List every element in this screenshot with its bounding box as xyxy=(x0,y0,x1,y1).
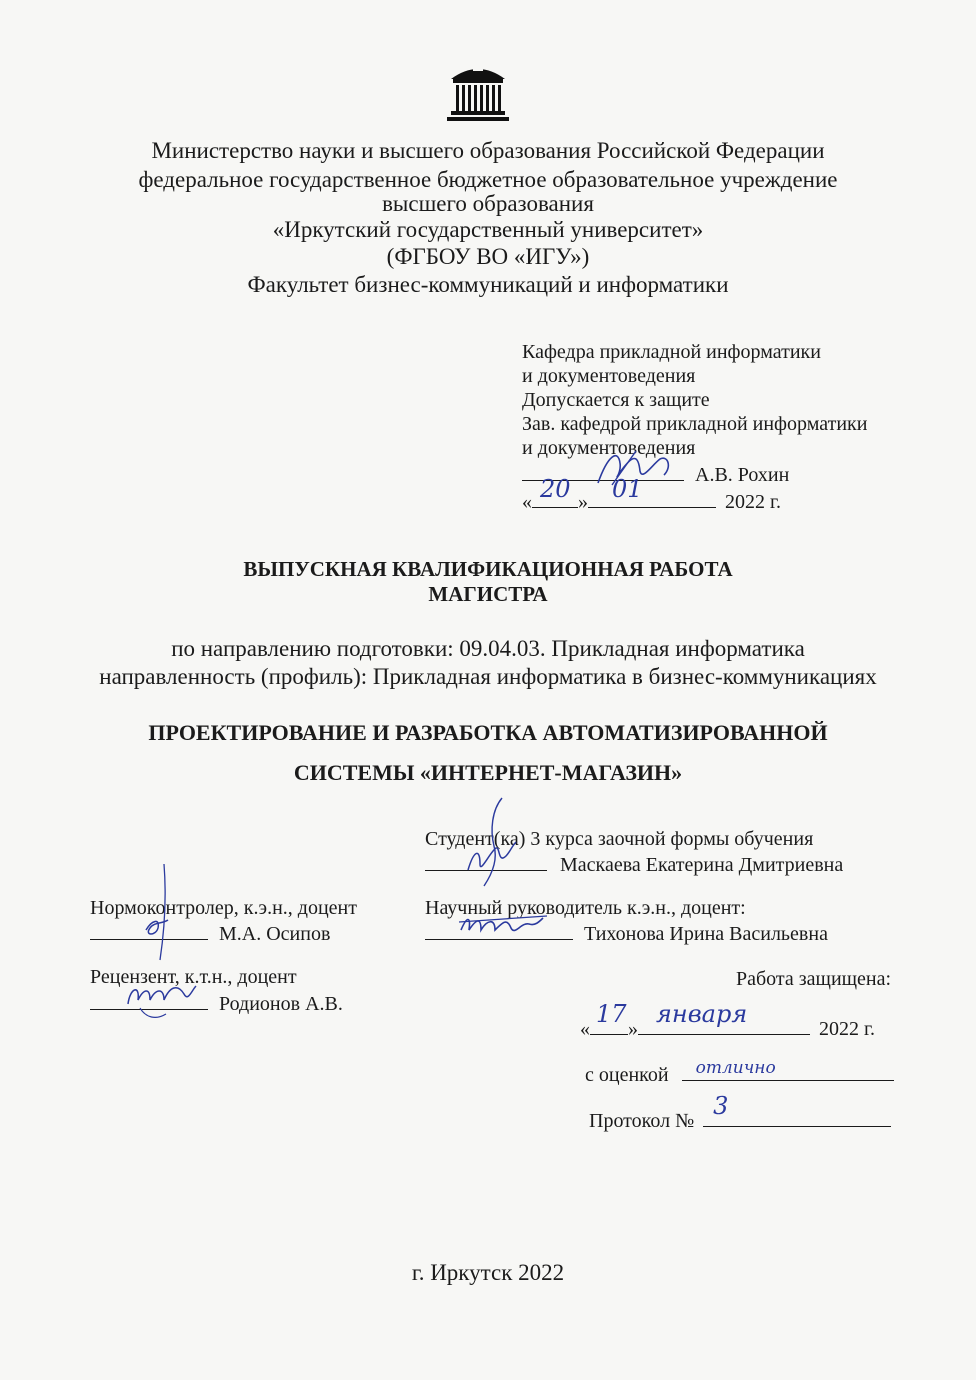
approval-year: 2022 г. xyxy=(725,491,781,513)
student-name: Маскаева Екатерина Дмитриевна xyxy=(560,854,844,876)
head-title-line: Зав. кафедрой прикладной информатики xyxy=(522,413,868,435)
defense-label: Работа защищена: xyxy=(736,968,892,990)
supervisor-label: Научный руководитель к.э.н., доцент: xyxy=(425,897,746,919)
head-title-line-2: и документоведения xyxy=(522,437,696,459)
work-type-line2: МАГИСТРА xyxy=(428,582,548,606)
head-name: А.В. Рохин xyxy=(695,464,790,486)
defense-day-handwritten: 17 xyxy=(596,1000,627,1028)
ministry-line: Министерство науки и высшего образования Российской Федерации xyxy=(151,138,825,163)
supervisor-signature-icon xyxy=(455,908,555,948)
thesis-title-line1: ПРОЕКТИРОВАНИЕ И РАЗРАБОТКА АВТОМАТИЗИРОВАННОЙ xyxy=(148,720,828,745)
admission-line: Допускается к защите xyxy=(522,389,710,411)
defense-month-handwritten: января xyxy=(656,1000,748,1028)
protocol-label: Протокол № xyxy=(589,1110,695,1132)
approval-month-handwritten: 01 xyxy=(612,475,643,503)
date-open-quote: « xyxy=(522,491,532,513)
date-close-quote: » xyxy=(578,491,588,513)
university-logo xyxy=(443,55,513,125)
normcontrol-label: Нормоконтролер, к.э.н., доцент xyxy=(90,897,357,919)
normcontrol-signature-icon xyxy=(130,860,200,970)
supervisor-name: Тихонова Ирина Васильевна xyxy=(584,923,828,945)
defense-date-open-quote: « xyxy=(580,1018,590,1040)
city-year: г. Иркутск 2022 xyxy=(411,1260,565,1285)
direction-line: по направлению подготовки: 09.04.03. Прикладная информатика xyxy=(171,636,805,661)
protocol-field xyxy=(703,1092,891,1127)
reviewer-signature-icon xyxy=(120,974,200,1024)
defense-month-field xyxy=(638,1000,810,1035)
department-line-2: и документоведения xyxy=(522,365,696,387)
grade-label: с оценкой xyxy=(585,1064,669,1086)
profile-line: направленность (профиль): Прикладная информатика в бизнес-коммуникациях xyxy=(99,664,877,689)
university-name: «Иркутский государственный университет» xyxy=(272,217,704,242)
grade-handwritten: отлично xyxy=(695,1058,776,1078)
approval-day-handwritten: 20 xyxy=(540,475,571,503)
faculty-name: Факультет бизнес-коммуникаций и информатики xyxy=(247,272,729,297)
defense-date-row xyxy=(580,1000,875,1041)
thesis-title-line2: СИСТЕМЫ «ИНТЕРНЕТ-МАГАЗИН» xyxy=(293,760,683,785)
grade-row xyxy=(585,1060,894,1087)
protocol-row xyxy=(589,1092,891,1133)
normcontrol-name: М.А. Осипов xyxy=(219,923,331,945)
education-level-line: высшего образования xyxy=(382,191,594,216)
work-type-line1: ВЫПУСКНАЯ КВАЛИФИКАЦИОННАЯ РАБОТА xyxy=(243,557,733,581)
department-line: Кафедра прикладной информатики xyxy=(522,341,821,363)
normcontrol-signature-row xyxy=(90,919,330,946)
defense-year: 2022 г. xyxy=(819,1018,875,1040)
reviewer-name: Родионов А.В. xyxy=(219,993,343,1015)
reviewer-label: Рецензент, к.т.н., доцент xyxy=(90,966,297,988)
university-abbreviation: (ФГБОУ ВО «ИГУ») xyxy=(386,244,590,269)
defense-day-field xyxy=(590,1000,628,1035)
head-signature-icon xyxy=(568,445,688,495)
university-building-icon xyxy=(443,55,513,125)
grade-field xyxy=(682,1060,894,1081)
protocol-handwritten: 3 xyxy=(713,1092,729,1120)
institution-type-line: федеральное государственное бюджетное образовательное учреждение xyxy=(138,167,838,192)
student-label: Студент(ка) 3 курса заочной формы обучения xyxy=(425,828,814,850)
defense-date-close-quote: » xyxy=(628,1018,638,1040)
student-signature-icon xyxy=(440,790,550,900)
